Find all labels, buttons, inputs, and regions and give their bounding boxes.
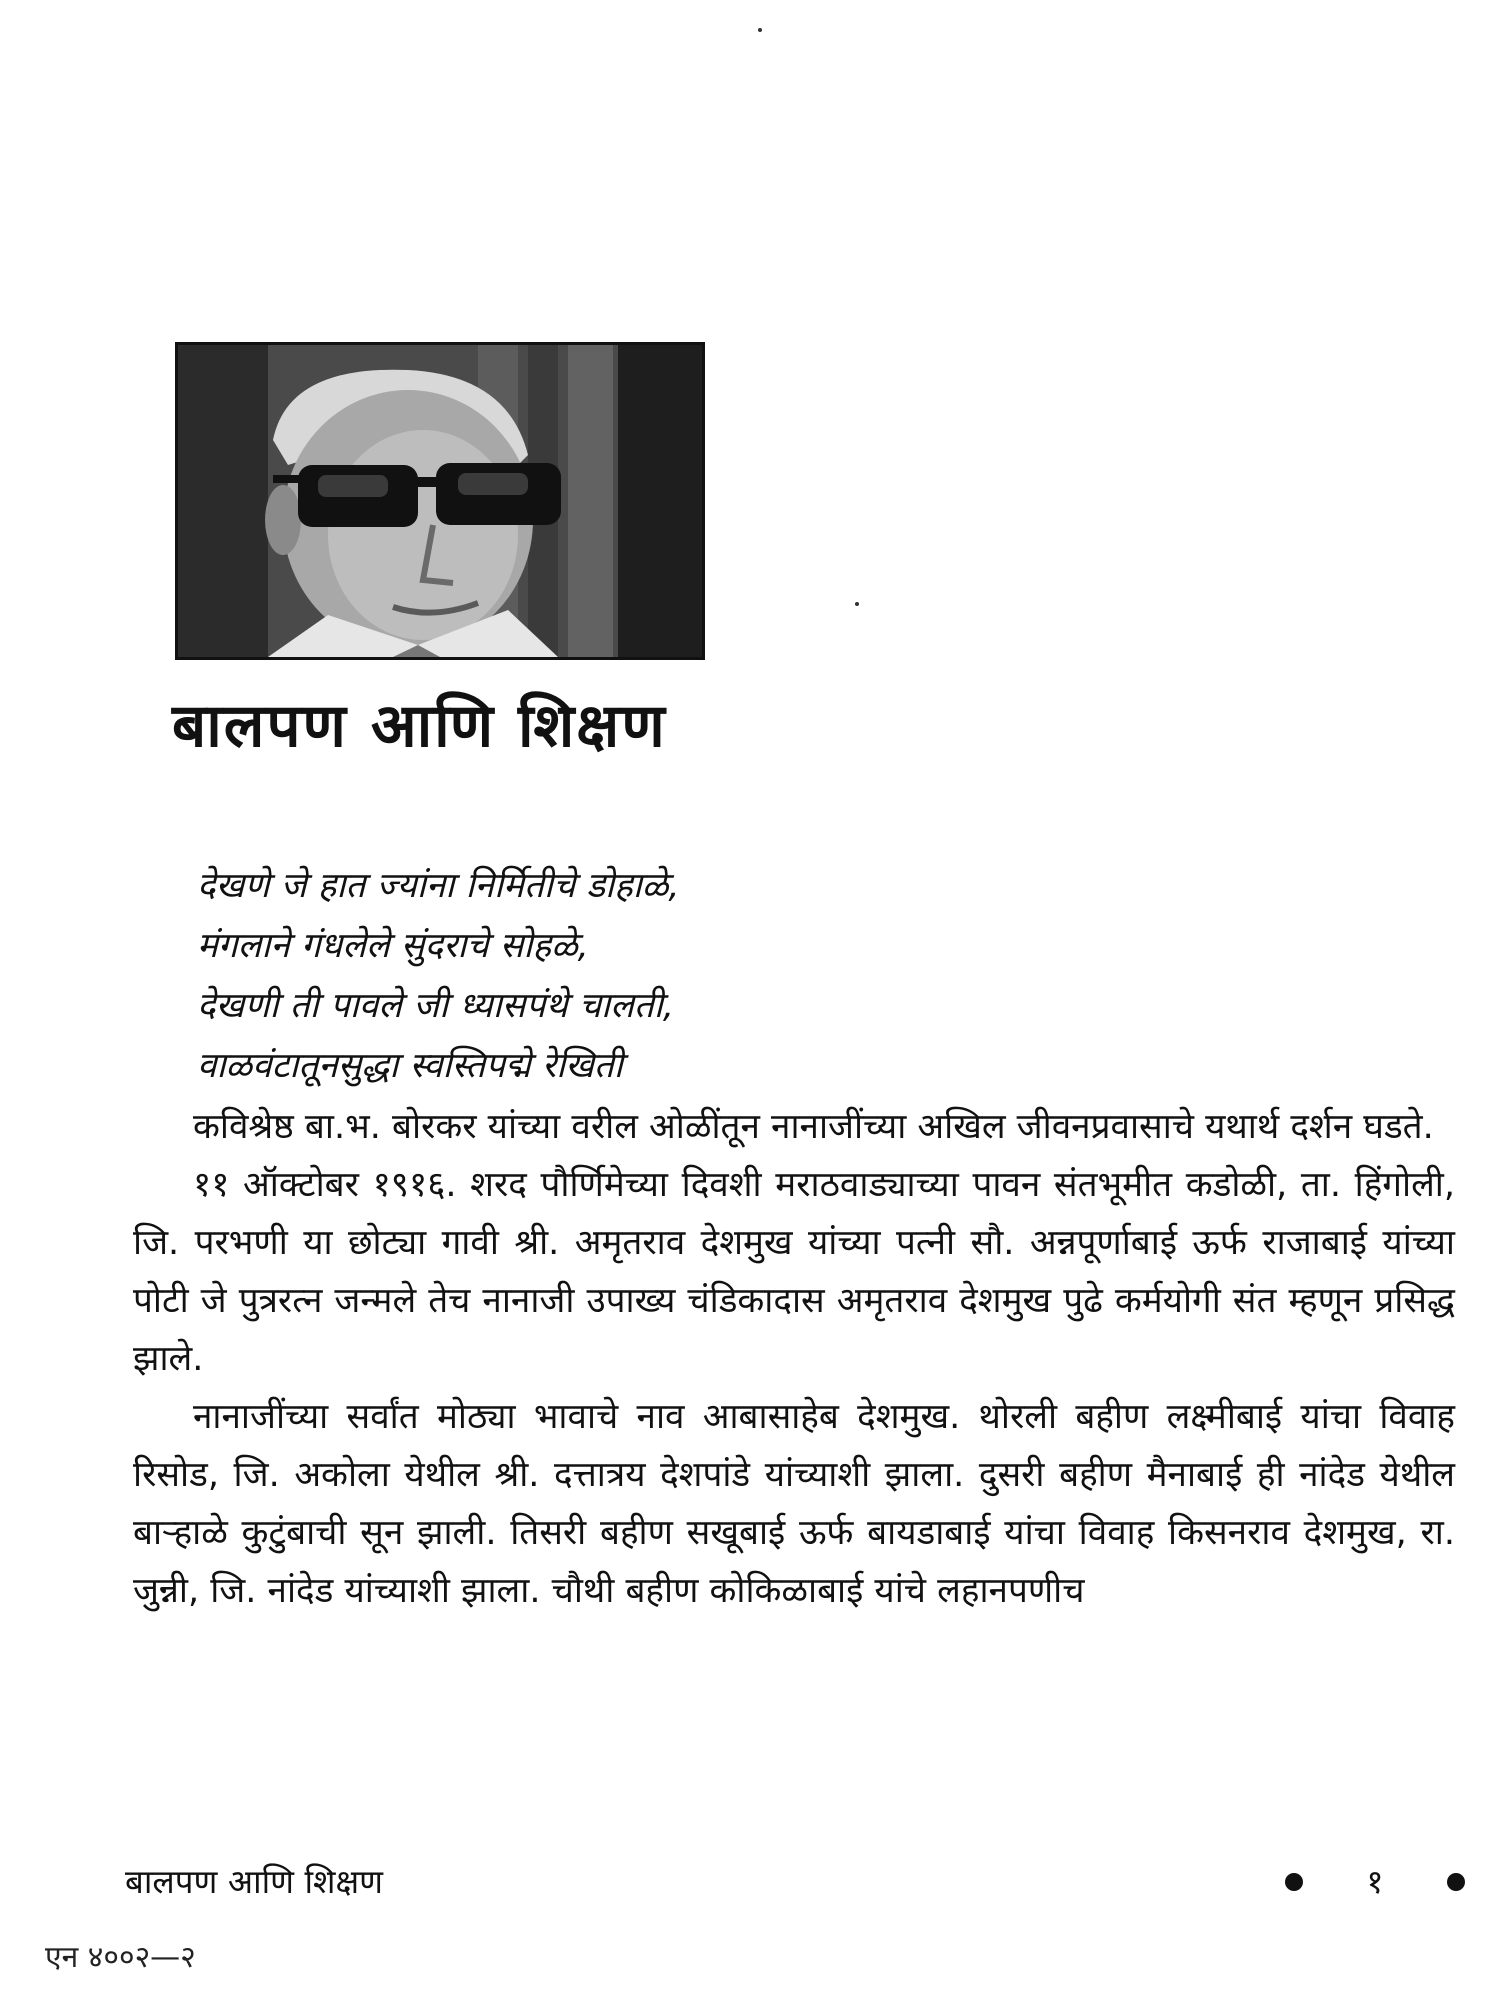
bullet-dot-icon bbox=[1285, 1873, 1303, 1891]
print-speck bbox=[758, 28, 762, 32]
poem-line: देखणी ती पावले जी ध्यासपंथे चालती, bbox=[197, 986, 674, 1026]
page-number: १ bbox=[1366, 1862, 1384, 1901]
running-footer-title: बालपण आणि शिक्षण bbox=[125, 1862, 383, 1901]
body-text bbox=[133, 1098, 1455, 1620]
paragraph: नानाजींच्या सर्वांत मोठ्या भावाचे नाव आबासाहेब देशमुख. थोरली बहीण लक्ष्मीबाई यांचा विवाह रिसोड, जि. अकोला येथील श्री. दत्तात्रय देशपांडे यांच्याशी झाला. दुसरी बहीण मैनाबाई ही नांदेड येथील बाऱ्हाळे कुटुंबाची सून झाली. तिसरी बहीण सखूबाई ऊर्फ बायडाबाई यांचा विवाह किसनराव देशमुख, रा. जुन्नी, जि. नांदेड यांच्याशी झाला. चौथी बहीण कोकिळाबाई यांचे लहानपणीच bbox=[133, 1397, 1455, 1611]
print-speck bbox=[855, 602, 859, 606]
portrait-photo bbox=[175, 342, 705, 660]
bullet-dot-icon bbox=[1447, 1873, 1465, 1891]
portrait-photo-icon bbox=[178, 345, 702, 657]
poem-line: मंगलाने गंधलेले सुंदराचे सोहळे, bbox=[197, 926, 589, 966]
poem-line: वाळवंटातूनसुद्धा स्वस्तिपद्मे रेखिती bbox=[197, 1046, 623, 1086]
print-code: एन ४००२—२ bbox=[45, 1940, 196, 1975]
page-number-group bbox=[1285, 1860, 1465, 1904]
paragraph: कविश्रेष्ठ बा.भ. बोरकर यांच्या वरील ओळींतून नानाजींच्या अखिल जीवनप्रवासाचे यथार्थ दर्शन घडते. bbox=[193, 1107, 1434, 1147]
chapter-title: बालपण आणि शिक्षण bbox=[172, 691, 667, 761]
poem-line: देखणे जे हात ज्यांना निर्मितीचे डोहाळे, bbox=[197, 866, 680, 906]
poem-excerpt bbox=[197, 856, 1397, 1096]
paragraph: ११ ऑक्टोबर १९१६. शरद पौर्णिमेच्या दिवशी मराठवाड्याच्या पावन संतभूमीत कडोळी, ता. हिंगोली, जि. परभणी या छोट्या गावी श्री. अमृतराव देशमुख यांच्या पत्नी सौ. अन्नपूर्णाबाई ऊर्फ राजाबाई यांच्या पोटी जे पुत्ररत्न जन्मले तेच नानाजी उपाख्य चंडिकादास अमृतराव देशमुख पुढे कर्मयोगी संत म्हणून प्रसिद्ध झाले. bbox=[133, 1165, 1455, 1379]
